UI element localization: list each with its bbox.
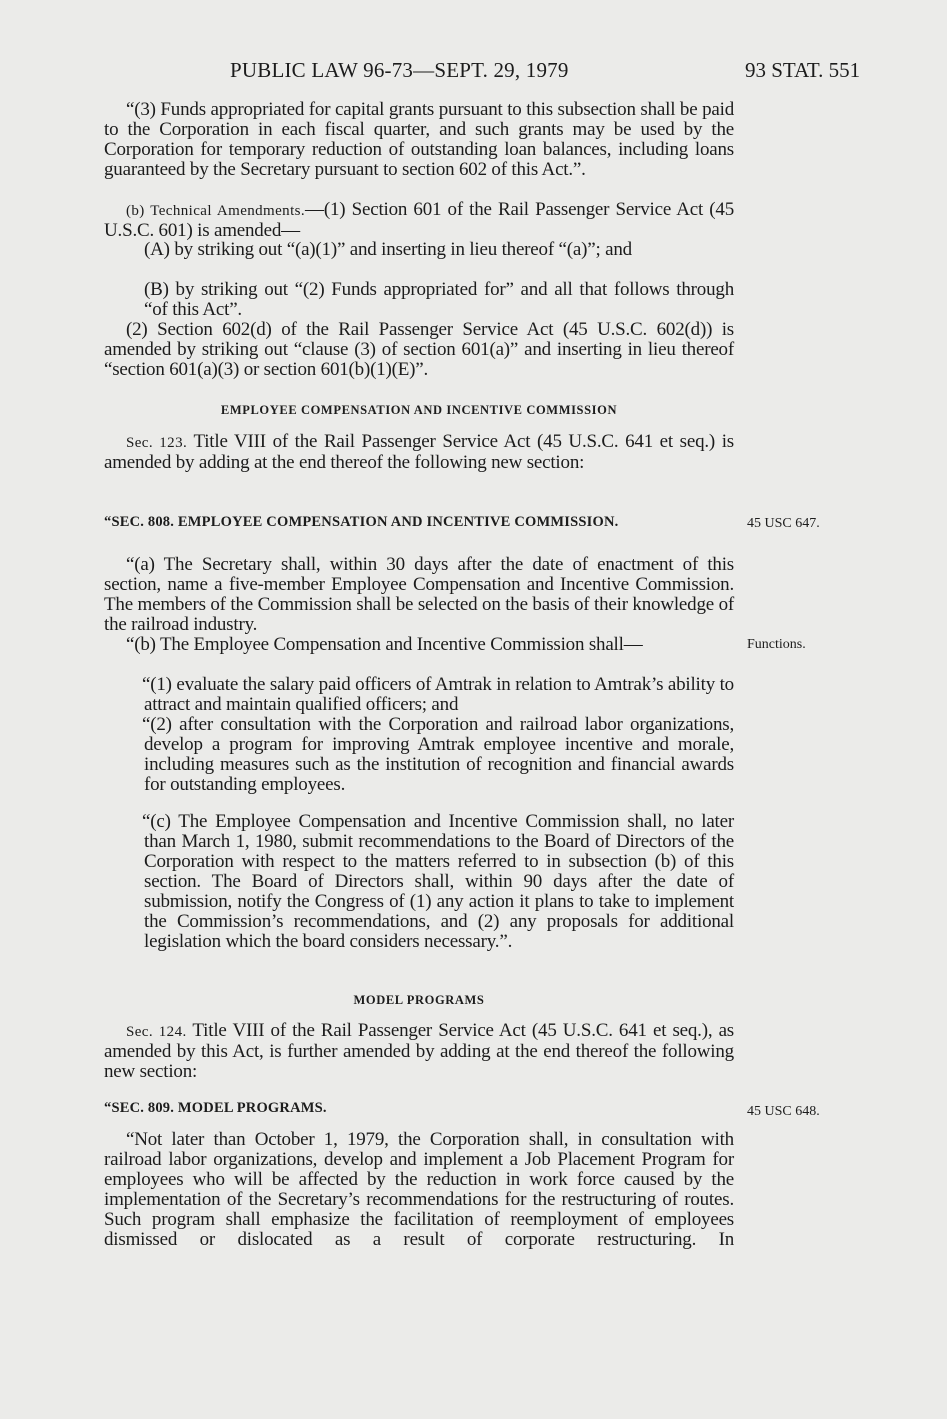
paragraph-808b-2: “(2) after consultation with the Corporation and railroad labor organizations, develop a program for improving Amtrak employee incentive and morale, including measures such as the institution of recognition and financial awards for outstanding employees. xyxy=(142,714,734,795)
technical-amendments-text: —(1) Section 601 of the Rail Passenger Service Act (45 U.S.C. 601) is amended— xyxy=(104,199,734,241)
paragraph-808a: “(a) The Secretary shall, within 30 days after the date of enactment of this section, name a five-member Employee Compensation and Incentive Commission. The members of the Commission shall be selected on the basis of their knowledge of the railroad industry. xyxy=(104,554,734,635)
paragraph-funds-capital-grants: “(3) Funds appropriated for capital grants pursuant to this subsection shall be paid to the Corporation in each fiscal quarter, and such grants may be used by the Corporation for temporary reduction of outstanding loan balances, including loans guaranteed by the Secretary pursuant to section 602 of this Act.”. xyxy=(104,99,734,180)
sec-124-label: Sec. 124. xyxy=(126,1024,187,1040)
paragraph-section-602d: (2) Section 602(d) of the Rail Passenger Service Act (45 U.S.C. 602(d)) is amended by striking out “clause (3) of section 601(a)” and inserting in lieu thereof “section 601(a)(3) or section 601(b)(1)(E)”. xyxy=(104,319,734,380)
paragraph-sec-123 xyxy=(104,432,734,473)
sec-123-label: Sec. 123. xyxy=(126,435,188,451)
paragraph-808c: “(c) The Employee Compensation and Incentive Commission shall, no later than March 1, 1980, submit recommendations to the Board of Directors of the Corporation with respect to the matters referred to in subsection (b) of this section. The Board of Directors shall, within 90 days after the date of submission, notify the Congress of (1) any action it plans to take to implement the Commission’s recommendations, and (2) any proposals for additional legislation which the board considers necessary.”. xyxy=(142,811,734,952)
section-809-heading: “SEC. 809. MODEL PROGRAMS. xyxy=(104,1100,327,1116)
page-header-title: PUBLIC LAW 96-73—SEPT. 29, 1979 xyxy=(230,58,569,82)
heading-employee-compensation: EMPLOYEE COMPENSATION AND INCENTIVE COMMISSION xyxy=(220,403,618,417)
margin-note-functions: Functions. xyxy=(747,637,806,652)
sec-123-text: Title VIII of the Rail Passenger Service Act (45 U.S.C. 641 et seq.) is amended by adding at the end thereof the following new section: xyxy=(104,431,734,473)
sec-124-text: Title VIII of the Rail Passenger Service Act (45 U.S.C. 641 et seq.), as amended by this Act, is further amended by adding at the end thereof the following new section: xyxy=(104,1020,734,1082)
paragraph-sec-124 xyxy=(104,1021,734,1082)
technical-amendments-heading: (b) Technical Amendments. xyxy=(126,203,306,219)
heading-model-programs: MODEL PROGRAMS xyxy=(353,993,485,1007)
paragraph-808b: “(b) The Employee Compensation and Incentive Commission shall— xyxy=(126,634,643,655)
paragraph-clause-b: (B) by striking out “(2) Funds appropriated for” and all that follows through “of this Act”. xyxy=(144,279,734,320)
paragraph-technical-amendments xyxy=(104,200,734,241)
paragraph-809: “Not later than October 1, 1979, the Corporation shall, in consultation with railroad labor organizations, develop and implement a Job Placement Program for employees who will be affected by the reduction in work force caused by the implementation of the Secretary’s recommendations for the restructuring of routes. Such program shall emphasize the facilitation of reemployment of employees dismissed or dislocated as a result of corporate restructuring. In xyxy=(104,1129,734,1250)
section-808-heading: “SEC. 808. EMPLOYEE COMPENSATION AND INCENTIVE COMMISSION. xyxy=(104,514,619,530)
paragraph-clause-a: (A) by striking out “(a)(1)” and inserting in lieu thereof “(a)”; and xyxy=(144,239,632,260)
page-number: 93 STAT. 551 xyxy=(745,58,861,82)
paragraph-808b-1: “(1) evaluate the salary paid officers of Amtrak in relation to Amtrak’s ability to attract and maintain qualified officers; and xyxy=(142,674,734,715)
margin-note-45-usc-648: 45 USC 648. xyxy=(747,1104,820,1119)
margin-note-45-usc-647: 45 USC 647. xyxy=(747,516,820,531)
